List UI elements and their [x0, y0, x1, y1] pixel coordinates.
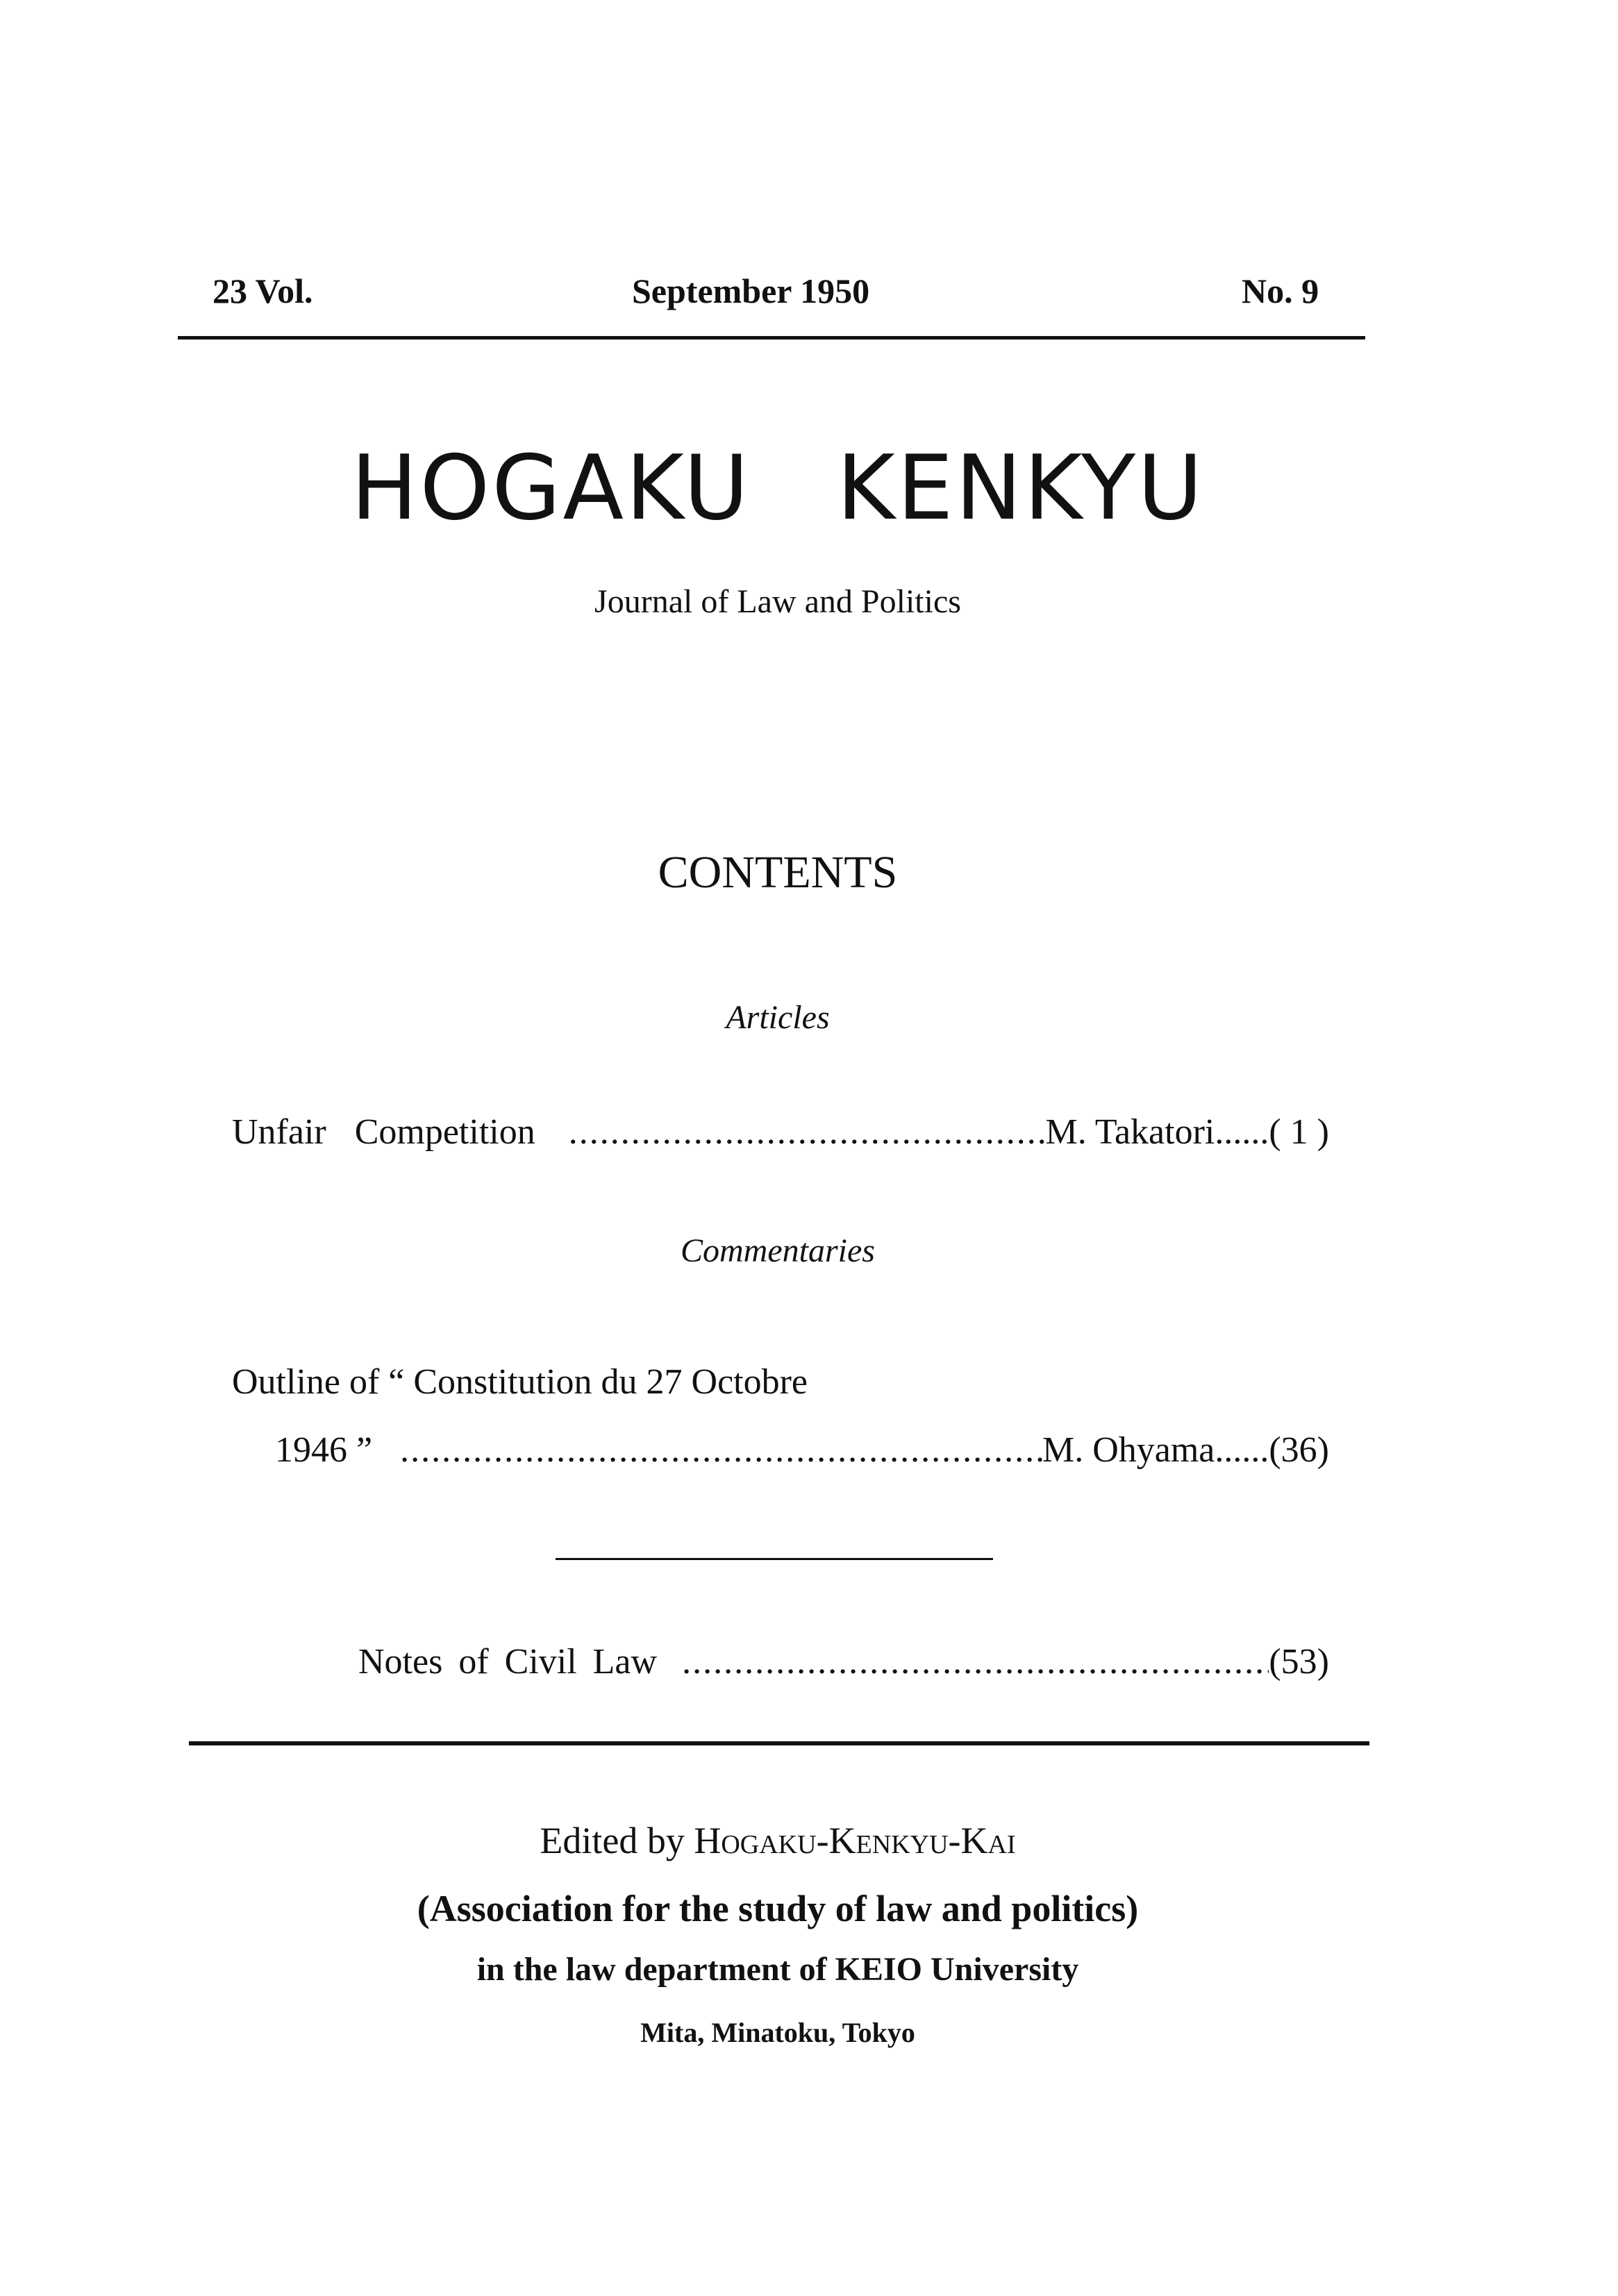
toc-leader-dots	[682, 1644, 1269, 1680]
issue-number: No. 9	[1242, 271, 1319, 310]
toc-leader-dots	[400, 1432, 1042, 1468]
toc-entry-title: Notes of Civil Law	[358, 1642, 658, 1682]
address-line: Mita, Minatoku, Tokyo	[640, 2017, 915, 2048]
issue-date: September 1950	[632, 271, 870, 310]
association-line: (Association for the study of law and politics)	[417, 1888, 1139, 1929]
editor-name: Hogaku-Kenkyu-Kai	[694, 1820, 1016, 1861]
toc-entry-title-line1: Outline of “ Constitution du 27 Octobre	[232, 1362, 808, 1402]
toc-entry-page: (36)	[1269, 1430, 1329, 1470]
toc-entry-title-line2: 1946 ”	[275, 1430, 373, 1470]
section-divider	[556, 1558, 993, 1560]
commentaries-heading: Commentaries	[681, 1232, 875, 1269]
journal-title: HOGAKU KENKYU	[351, 437, 1205, 540]
department-line: in the law department of KEIO University	[476, 1951, 1079, 1988]
header-rule	[178, 336, 1365, 340]
toc-entry-outline-constitution	[275, 1432, 1329, 1468]
toc-entry-author: M. Takatori......	[1045, 1112, 1269, 1152]
toc-entry-unfair-competition	[232, 1114, 1329, 1150]
footer-rule	[189, 1741, 1369, 1745]
journal-subtitle: Journal of Law and Politics	[594, 583, 961, 620]
toc-entry-author: M. Ohyama......	[1042, 1430, 1269, 1470]
edited-by-line	[0, 1822, 1556, 1859]
toc-entry-notes-civil-law	[358, 1644, 1329, 1680]
toc-entry-page: ( 1 )	[1269, 1112, 1329, 1152]
articles-heading: Articles	[726, 999, 830, 1036]
volume-label: 23 Vol.	[212, 271, 313, 310]
toc-leader-dots	[569, 1114, 1046, 1150]
contents-heading: CONTENTS	[658, 847, 898, 898]
toc-entry-title: Unfair Competition	[232, 1112, 535, 1152]
toc-entry-page: (53)	[1269, 1642, 1329, 1682]
edited-by-label: Edited by	[540, 1820, 685, 1861]
